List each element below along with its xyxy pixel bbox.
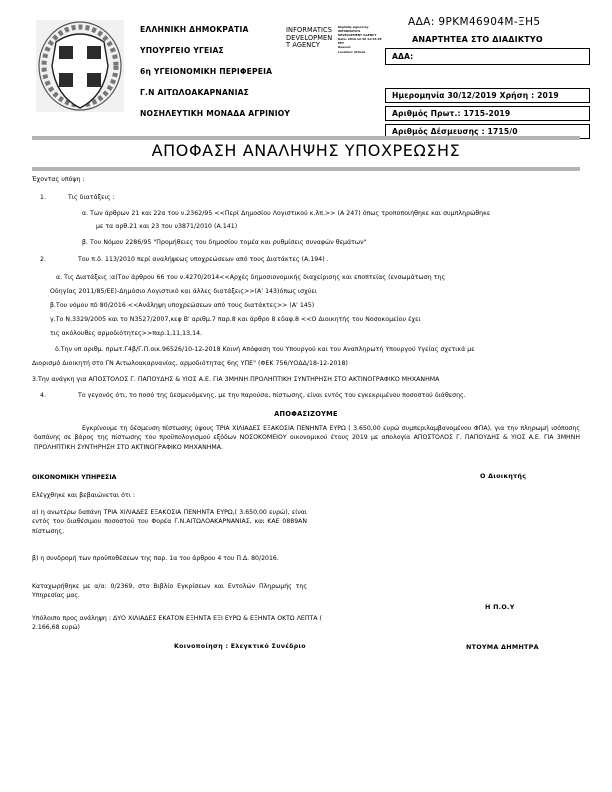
- signature-stamp-line-2: INFORMATICS: [338, 29, 361, 34]
- apofasizoume-heading: ΑΠΟΦΑΣΙΖΟΥΜΕ: [274, 410, 338, 418]
- protocol-number-box: Αριθμός Πρωτ.: 1715-2019: [385, 106, 590, 121]
- org-line-2: ΥΠΟΥΡΓΕΙΟ ΥΓΕΙΑΣ: [140, 46, 224, 56]
- commitment-number-box: Αριθμός Δέσμευσης : 1715/0: [385, 124, 590, 139]
- item-2a-text: α. Τις Διατάξεις :α)Του άρθρου 66 του ν.4270/2014<<Αρχές δημοσιονομικής διαχείρισης και εποπτείας (ενσωμάτωση της: [56, 274, 446, 281]
- signature-stamp-line-4: Date: 2019.12.30 11:23:38: [338, 37, 382, 42]
- ida-logo-line-3: T AGENCY: [286, 41, 321, 50]
- ida-logo-line-1: INFORMATICS: [286, 26, 332, 34]
- notification-text: Κοινοποίηση : Ελεγκτικό Συνέδριο: [174, 643, 306, 650]
- item-2a-cont: Οδηγίας 2011/85/ΕΕ)-Δημόσιο Λογιστικό και άλλες διατάξεις>>(Α' 143)όπως ισχύει: [50, 288, 317, 295]
- org-line-5: ΝΟΣΗΛΕΥΤΙΚΗ ΜΟΝΑΔΑ ΑΓΡΙΝΙΟΥ: [140, 109, 291, 119]
- financial-checked-text: Ελέγχθηκε και βεβαιώνεται ότι :: [32, 492, 136, 499]
- org-line-1: ΕΛΛΗΝΙΚΗ ΔΗΜΟΚΡΑΤΙΑ: [140, 25, 249, 34]
- org-line-3: 6η ΥΓΕΙΟΝΟΜΙΚΗ ΠΕΡΙΦΕΡΕΙΑ: [140, 67, 273, 77]
- document-header: [0, 8, 612, 136]
- financial-service-heading: ΟΙΚΟΝΟΜΙΚΗ ΥΠΗΡΕΣΙΑ: [32, 474, 117, 481]
- decision-paragraph: Εγκρίνουμε τη δέσμευση πίστωσης ύψους ΤΡΙΑ ΧΙΛΙΑΔΕΣ ΕΞΑΚΟΣΙΑ ΠΕΝΗΝΤΑ ΕΥΡΩ ( 3.650,00 ευρώ συμπεριλαμβανομένου ΦΠΑ), για την πληρωμή ισόποσης δαπάνης σε βάρος της πίστωσης του προϋπολογισμού εξόδων ΝΟΣΟΚΟΜΕΙΟΥ οικονομικού έτους 2019 με απολογία ΑΠΟΣΤΟΛΟΣ Γ. ΠΑΠΟΥΔΗΣ & ΥΙΟΣ Α.Ε. ΓΙΑ 3ΜΗΝΗ ΠΡΟΛΗΠΤΙΚΗ ΣΥΝΤΗΡΗΣΗ ΣΤΟ ΑΚΤΙΝΟΓΡΑΦΙΚΟ ΜΗΧΑΝΗΜΑ.: [34, 425, 580, 451]
- item-1b-text: β. Του Νόμου 2286/95 "Προμήθειες του δημοσίου τομέα και ρυθμίσεις συναφών θεμάτων": [82, 239, 367, 246]
- item-1-text: Τις διατάξεις :: [68, 194, 115, 201]
- greek-coat-of-arms-emblem: [36, 20, 124, 112]
- signature-stamp-line-5: EET: [338, 41, 344, 46]
- signature-stamp-line-6: Reason:: [338, 45, 352, 50]
- item-2d-line-1: δ.Την υπ αριθμ. πρωτ.Γ4β/Γ.Π.οικ.96526/10-12-2018 Κοινή Απόφαση του Υπουργού και του Αναπληρωτή Υπουργού Υγείας σχετικά με: [55, 346, 475, 353]
- item-2c-line-2: τις ακόλουθες αρμοδιότητες>>παρ.1,11,13,14.: [50, 330, 203, 337]
- pou-title: Η Π.Ο.Υ: [485, 603, 515, 611]
- item-3-text: 3.Την ανάγκη για ΑΠΟΣΤΟΛΟΣ Γ. ΠΑΠΟΥΔΗΣ & ΥΙΟΣ Α.Ε. ΓΙΑ 3ΜΗΝΗ ΠΡΟΛΗΠΤΙΚΗ ΣΥΝΤΗΡΗΣΗ ΣΤΟ ΑΚΤΙΝΟΓΡΑΦΙΚΟ ΜΗΧΑΝΗΜΑ: [32, 376, 440, 383]
- org-line-4: Γ.Ν ΑΙΤΩΛΟΑΚΑΡΝΑΝΙΑΣ: [140, 88, 250, 98]
- item-2b-text: β.Του νόμου πδ 80/2016 <<Ανάληψη υποχρεώσεων από τους διατάκτες>> (Α' 145): [50, 302, 315, 309]
- ada-code: ΑΔΑ: 9ΡΚΜ46904Μ-ΞΗ5: [408, 16, 541, 28]
- item-1a-line-2: με τα αρθ.21 και 23 του ν3871/2010 (Α.141): [96, 223, 238, 230]
- item-2-text: Του π.δ. 113/2010 περί αναλήψεως υποχρεώσεων από τους Διατάκτες (Α.194) .: [78, 256, 329, 263]
- informatics-development-agency-logo: [286, 27, 338, 50]
- signature-stamp-line-3: DEVELOPMENT AGENCY: [338, 33, 377, 38]
- signature-stamp-line-7: Location: Athens: [338, 49, 366, 54]
- item-4-number: 4.: [40, 392, 47, 399]
- intro-text: Έχοντας υπόψη :: [32, 176, 85, 183]
- item-1-number: 1.: [40, 194, 47, 201]
- organization-block: [140, 26, 300, 131]
- financial-clause-a: α) η ανωτέρω δαπάνη ΤΡΙΑ ΧΙΛΙΑΔΕΣ ΕΞΑΚΟΣΙΑ ΠΕΝΗΝΤΑ ΕΥΡΩ,( 3.650,00 ευρώ), είναι εντός του διαθέσιμου ποσοστού του Φορέα Γ.Ν.ΑΙΤΩΛΟΑΚΑΡΝΑΝΙΑΣ, και ΚΑΕ 0889ΑΝ πίστωσης,: [32, 509, 307, 535]
- anartitea-label: ΑΝΑΡΤΗΤΕΑ ΣΤΟ ΔΙΑΔΙΚΤΥΟ: [412, 35, 543, 44]
- title-rule-top: [32, 136, 580, 140]
- director-title: Ο Διοικητής: [480, 472, 527, 480]
- date-box: Ημερομηνία 30/12/2019 Χρήση : 2019: [385, 88, 590, 103]
- digital-signature-stamp: [338, 26, 392, 55]
- page-title: ΑΠΟΦΑΣΗ ΑΝΑΛΗΨΗΣ ΥΠΟΧΡΕΩΣΗΣ: [151, 141, 461, 160]
- item-2-number: 2.: [40, 256, 47, 263]
- item-1a-line-1: α. Των άρθρων 21 και 22α του ν.2362/95 <<Περί Δημοσίου Λογιστικού κ.λπ.>> (Α 247) όπως τροποποιήθηκε και συμπληρώθηκε: [82, 210, 491, 217]
- remaining-balance-text: Υπόλοιπο προς ανάληψη : ΔΥΟ ΧΙΛΙΑΔΕΣ ΕΚΑΤΟΝ ΕΞΗΝΤΑ ΕΞΙ ΕΥΡΩ & ΕΞΗΝΤΑ ΟΚΤΩ ΛΕΠΤΑ ( 2.166,68 ευρώ): [32, 615, 322, 632]
- item-2d-line-2: Διορισμό Διοικητή στο ΓΝ Αιτωλοακαρνανίας, αρμοδιότητας 6ης ΥΠΕ" (ΦΕΚ 756/ΥΟΔΔ/18-12-2018): [32, 360, 348, 367]
- title-rule-bottom: [32, 167, 580, 171]
- signature-stamp-line-1: Digitally signed by: [338, 25, 369, 29]
- ada-field-box: ΑΔΑ:: [385, 48, 590, 65]
- registration-text: Καταχωρήθηκε με α/α: 0/2369, στο Βιβλίο Εγκρίσεων και Εντολών Πληρωμής της Υπηρεσίας μας.: [32, 583, 307, 600]
- financial-clause-b: β) η συνδρομή των προϋποθέσεων της παρ. 1α του άρθρου 4 του Π.Δ. 80/2016.: [32, 555, 279, 562]
- pou-signer-name: ΝΤΟΥΜΑ ΔΗΜΗΤΡΑ: [466, 643, 539, 651]
- item-4-text: Το γεγονός ότι, το ποσό της δεσμευόμενης, με την παρούσα, πίστωσης, είναι εντός του εγκεκριμένου ποσοστού διάθεσης.: [78, 392, 466, 399]
- item-2c-line-1: γ.Το Ν.3329/2005 και το Ν3527/2007,κεφ Β' αριθμ.7 παρ.8 και άρθρο 8 εδαφ.8 <<Ο Διοικητής του Νοσοκομείου έχει: [50, 316, 421, 323]
- ida-logo-line-2: DEVELOPMEN: [286, 33, 333, 42]
